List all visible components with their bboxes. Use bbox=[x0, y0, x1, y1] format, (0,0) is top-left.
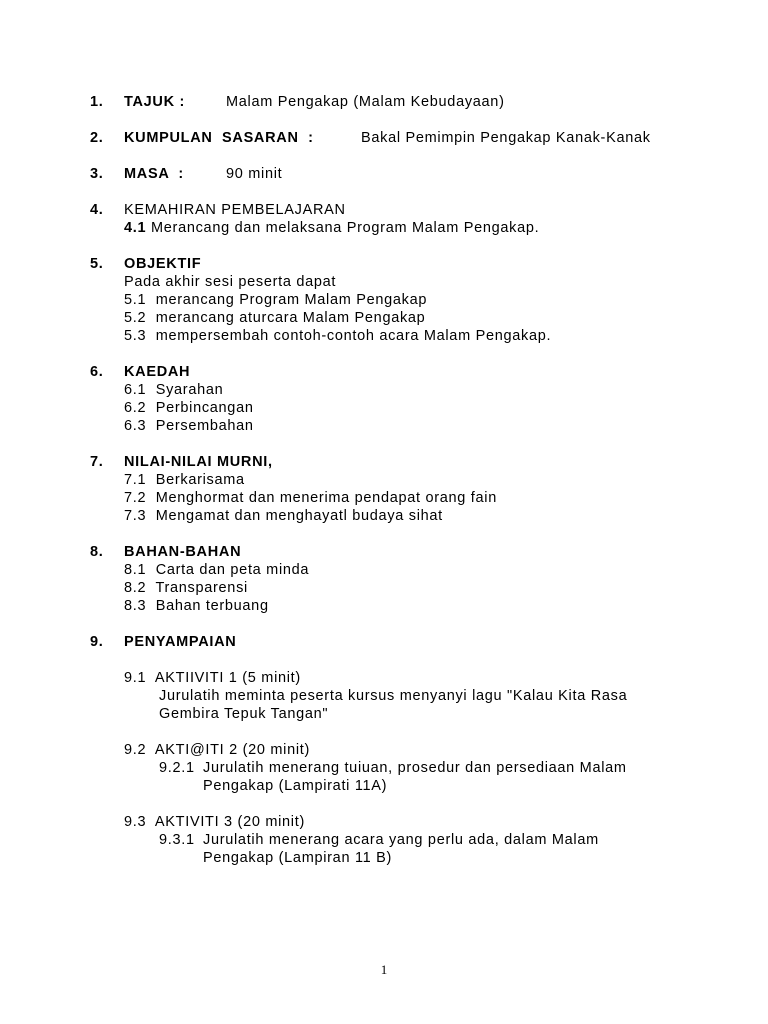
section-heading: BAHAN-BAHAN bbox=[124, 544, 242, 560]
section-label: KUMPULAN SASARAN : bbox=[124, 130, 314, 146]
nilai-item: 7.3 Mengamat dan menghayatl budaya sihat bbox=[124, 508, 443, 524]
section-label: TAJUK : bbox=[124, 94, 186, 110]
bahan-item: 8.3 Bahan terbuang bbox=[124, 598, 269, 614]
kaedah-item: 6.3 Persembahan bbox=[124, 418, 254, 434]
item-text: Jurulatih menerang tuiuan, prosedur dan persediaan Malam bbox=[203, 760, 627, 776]
section-number: 8. bbox=[90, 544, 104, 560]
item-text: Jurulatih menerang acara yang perlu ada, dalam Malam bbox=[203, 832, 599, 848]
bahan-item: 8.2 Transparensi bbox=[124, 580, 248, 596]
section-number: 3. bbox=[90, 166, 104, 182]
section-heading: KEMAHIRAN PEMBELAJARAN bbox=[124, 202, 346, 218]
aktiviti-1-line: Gembira Tepuk Tangan" bbox=[159, 706, 329, 722]
page-number: 1 bbox=[380, 962, 388, 977]
section-heading: PENYAMPAIAN bbox=[124, 634, 237, 650]
section-value: Malam Pengakap (Malam Kebudayaan) bbox=[226, 94, 505, 110]
aktiviti-3-title: 9.3 AKTIVITI 3 (20 minit) bbox=[124, 814, 305, 830]
section-number: 1. bbox=[90, 94, 104, 110]
section-value: Bakal Pemimpin Pengakap Kanak-Kanak bbox=[361, 130, 651, 146]
section-number: 2. bbox=[90, 130, 104, 146]
section-heading: OBJEKTIF bbox=[124, 256, 202, 272]
objektif-item: 5.2 merancang aturcara Malam Pengakap bbox=[124, 310, 426, 326]
item-text: Merancang dan melaksana Program Malam Pengakap. bbox=[151, 220, 540, 236]
objektif-intro: Pada akhir sesi peserta dapat bbox=[124, 274, 337, 290]
section-number: 4. bbox=[90, 202, 104, 218]
kemahiran-item bbox=[124, 219, 539, 237]
nilai-item: 7.1 Berkarisama bbox=[124, 472, 245, 488]
item-number: 4.1 bbox=[124, 220, 147, 236]
section-number: 9. bbox=[90, 634, 104, 650]
section-value: 90 minit bbox=[226, 166, 283, 182]
aktiviti-1-title: 9.1 AKTIIVITI 1 (5 minit) bbox=[124, 670, 301, 686]
bahan-item: 8.1 Carta dan peta minda bbox=[124, 562, 310, 578]
section-number: 7. bbox=[90, 454, 104, 470]
item-number: 9.3.1 bbox=[159, 832, 195, 848]
objektif-item: 5.3 mempersembah contoh-contoh acara Malam Pengakap. bbox=[124, 328, 552, 344]
section-label: MASA : bbox=[124, 166, 184, 182]
aktiviti-2-item-line: Pengakap (Lampirati 11A) bbox=[203, 778, 388, 794]
aktiviti-3-item-line: Pengakap (Lampiran 11 B) bbox=[203, 850, 393, 866]
section-heading: KAEDAH bbox=[124, 364, 191, 380]
section-number: 6. bbox=[90, 364, 104, 380]
aktiviti-2-title: 9.2 AKTI@ITI 2 (20 minit) bbox=[124, 742, 311, 758]
nilai-item: 7.2 Menghormat dan menerima pendapat orang fain bbox=[124, 490, 497, 506]
section-heading: NILAI-NILAI MURNI, bbox=[124, 454, 273, 470]
kaedah-item: 6.1 Syarahan bbox=[124, 382, 224, 398]
section-number: 5. bbox=[90, 256, 104, 272]
kaedah-item: 6.2 Perbincangan bbox=[124, 400, 254, 416]
item-number: 9.2.1 bbox=[159, 760, 195, 776]
objektif-item: 5.1 merancang Program Malam Pengakap bbox=[124, 292, 428, 308]
aktiviti-1-line: Jurulatih meminta peserta kursus menyanyi lagu "Kalau Kita Rasa bbox=[159, 688, 628, 704]
